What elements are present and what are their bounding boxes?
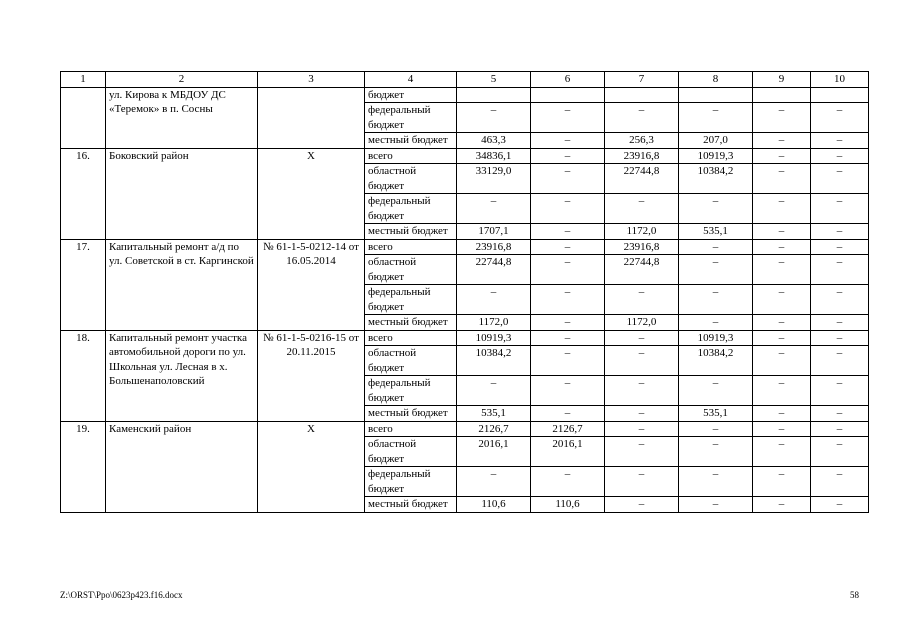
budget-type-cell: федеральный бюджет	[365, 103, 457, 133]
value-cell: –	[605, 421, 679, 437]
value-cell: –	[531, 224, 605, 240]
value-cell: 34836,1	[457, 148, 531, 164]
value-cell: –	[531, 467, 605, 497]
budget-type-cell: местный бюджет	[365, 406, 457, 422]
value-cell: –	[679, 437, 753, 467]
value-cell	[679, 87, 753, 103]
header-cell: 4	[365, 72, 457, 88]
document-ref-cell: Х	[258, 148, 365, 239]
value-cell: 256,3	[605, 133, 679, 149]
value-cell: –	[605, 330, 679, 346]
budget-type-cell: всего	[365, 421, 457, 437]
document-sheet	[60, 71, 868, 513]
value-cell: –	[753, 315, 811, 331]
value-cell	[457, 87, 531, 103]
value-cell: –	[753, 497, 811, 513]
value-cell: –	[753, 239, 811, 255]
value-cell: –	[679, 315, 753, 331]
value-cell: 10384,2	[457, 346, 531, 376]
value-cell: –	[457, 194, 531, 224]
value-cell: –	[679, 467, 753, 497]
value-cell: –	[753, 346, 811, 376]
value-cell: –	[811, 406, 869, 422]
value-cell: –	[679, 376, 753, 406]
value-cell: –	[605, 376, 679, 406]
value-cell: –	[811, 133, 869, 149]
value-cell: –	[811, 467, 869, 497]
header-cell: 10	[811, 72, 869, 88]
value-cell: –	[811, 330, 869, 346]
value-cell: –	[679, 103, 753, 133]
budget-table	[60, 71, 869, 513]
value-cell: 535,1	[457, 406, 531, 422]
value-cell: 110,6	[531, 497, 605, 513]
value-cell: 23916,8	[605, 239, 679, 255]
object-name-cell: Капитальный ремонт а/д по ул. Советской в ст. Каргинской	[106, 239, 258, 330]
value-cell: –	[811, 376, 869, 406]
budget-type-cell: всего	[365, 239, 457, 255]
value-cell: 2016,1	[457, 437, 531, 467]
row-number-cell: 18.	[61, 330, 106, 421]
page-number: 58	[850, 590, 859, 600]
header-cell: 1	[61, 72, 106, 88]
value-cell: 23916,8	[605, 148, 679, 164]
table-header-row	[61, 72, 869, 88]
budget-type-cell: всего	[365, 148, 457, 164]
value-cell: –	[457, 285, 531, 315]
value-cell: –	[753, 437, 811, 467]
value-cell: –	[679, 239, 753, 255]
value-cell: –	[531, 164, 605, 194]
value-cell: 535,1	[679, 406, 753, 422]
document-ref-cell: № 61-1-5-0216-15 от 20.11.2015	[258, 330, 365, 421]
budget-type-cell: областной бюджет	[365, 437, 457, 467]
value-cell: –	[811, 224, 869, 240]
value-cell: –	[811, 103, 869, 133]
value-cell: –	[679, 255, 753, 285]
value-cell: –	[811, 239, 869, 255]
header-cell: 5	[457, 72, 531, 88]
value-cell: –	[531, 194, 605, 224]
value-cell: –	[605, 406, 679, 422]
value-cell: 33129,0	[457, 164, 531, 194]
value-cell: –	[457, 467, 531, 497]
value-cell: –	[531, 148, 605, 164]
value-cell: 23916,8	[457, 239, 531, 255]
value-cell: –	[531, 376, 605, 406]
value-cell: –	[753, 133, 811, 149]
value-cell: –	[811, 346, 869, 376]
value-cell: –	[457, 376, 531, 406]
value-cell: 2016,1	[531, 437, 605, 467]
value-cell: –	[531, 285, 605, 315]
value-cell: –	[605, 346, 679, 376]
value-cell: –	[811, 315, 869, 331]
value-cell: 10384,2	[679, 346, 753, 376]
value-cell: 1172,0	[605, 315, 679, 331]
object-name-cell: Боковский район	[106, 148, 258, 239]
table-row	[61, 239, 869, 255]
value-cell: –	[753, 224, 811, 240]
budget-type-cell: федеральный бюджет	[365, 376, 457, 406]
table-body	[61, 87, 869, 512]
footer-file-path: Z:\ORST\Ppo\0623p423.f16.docx	[60, 590, 183, 600]
budget-type-cell: областной бюджет	[365, 255, 457, 285]
value-cell: –	[753, 148, 811, 164]
value-cell: –	[753, 406, 811, 422]
value-cell: –	[679, 285, 753, 315]
value-cell: –	[811, 421, 869, 437]
table-row	[61, 87, 869, 103]
value-cell: 110,6	[457, 497, 531, 513]
budget-type-cell: областной бюджет	[365, 164, 457, 194]
value-cell: –	[753, 164, 811, 194]
value-cell: 22744,8	[457, 255, 531, 285]
value-cell: –	[605, 285, 679, 315]
value-cell: –	[811, 164, 869, 194]
table-row	[61, 421, 869, 437]
value-cell: –	[811, 285, 869, 315]
value-cell: 463,3	[457, 133, 531, 149]
value-cell: 1707,1	[457, 224, 531, 240]
value-cell: –	[531, 346, 605, 376]
value-cell: 10919,3	[679, 148, 753, 164]
value-cell: –	[531, 255, 605, 285]
value-cell: –	[605, 103, 679, 133]
row-number-cell: 17.	[61, 239, 106, 330]
value-cell: 207,0	[679, 133, 753, 149]
value-cell: –	[531, 406, 605, 422]
budget-type-cell: федеральный бюджет	[365, 285, 457, 315]
document-ref-cell: № 61-1-5-0212-14 от 16.05.2014	[258, 239, 365, 330]
header-cell: 9	[753, 72, 811, 88]
value-cell: –	[531, 133, 605, 149]
value-cell: –	[753, 421, 811, 437]
budget-type-cell: всего	[365, 330, 457, 346]
value-cell: –	[457, 103, 531, 133]
value-cell: –	[605, 194, 679, 224]
budget-type-cell: бюджет	[365, 87, 457, 103]
value-cell: –	[811, 497, 869, 513]
value-cell: –	[605, 437, 679, 467]
value-cell: 535,1	[679, 224, 753, 240]
value-cell: –	[753, 194, 811, 224]
object-name-cell: Капитальный ремонт участка автомобильной дороги по ул. Школьная ул. Лесная в х. Большенаполовский	[106, 330, 258, 421]
header-cell: 7	[605, 72, 679, 88]
table-row	[61, 148, 869, 164]
value-cell: –	[605, 497, 679, 513]
value-cell: –	[605, 467, 679, 497]
value-cell: –	[753, 255, 811, 285]
value-cell: –	[753, 330, 811, 346]
object-name-cell: Каменский район	[106, 421, 258, 512]
value-cell: –	[811, 194, 869, 224]
value-cell: –	[811, 437, 869, 467]
value-cell: 1172,0	[457, 315, 531, 331]
value-cell: 22744,8	[605, 255, 679, 285]
value-cell: 2126,7	[531, 421, 605, 437]
value-cell: –	[753, 285, 811, 315]
header-cell: 6	[531, 72, 605, 88]
budget-type-cell: местный бюджет	[365, 497, 457, 513]
value-cell	[605, 87, 679, 103]
table-row	[61, 330, 869, 346]
value-cell: –	[811, 255, 869, 285]
value-cell: 2126,7	[457, 421, 531, 437]
budget-type-cell: местный бюджет	[365, 133, 457, 149]
value-cell	[531, 87, 605, 103]
header-cell: 8	[679, 72, 753, 88]
value-cell: –	[679, 194, 753, 224]
header-cell: 3	[258, 72, 365, 88]
object-name-cell: ул. Кирова к МБДОУ ДС «Теремок» в п. Сосны	[106, 87, 258, 148]
value-cell: –	[753, 103, 811, 133]
budget-type-cell: местный бюджет	[365, 224, 457, 240]
value-cell: –	[679, 421, 753, 437]
row-number-cell: 19.	[61, 421, 106, 512]
budget-type-cell: местный бюджет	[365, 315, 457, 331]
value-cell: 10919,3	[679, 330, 753, 346]
value-cell: –	[531, 103, 605, 133]
row-number-cell	[61, 87, 106, 148]
document-ref-cell	[258, 87, 365, 148]
value-cell: 10384,2	[679, 164, 753, 194]
row-number-cell: 16.	[61, 148, 106, 239]
value-cell	[753, 87, 811, 103]
header-cell: 2	[106, 72, 258, 88]
value-cell: –	[531, 330, 605, 346]
value-cell: –	[753, 467, 811, 497]
value-cell: 1172,0	[605, 224, 679, 240]
value-cell: –	[531, 315, 605, 331]
value-cell: –	[811, 148, 869, 164]
document-ref-cell: Х	[258, 421, 365, 512]
value-cell: 10919,3	[457, 330, 531, 346]
budget-type-cell: областной бюджет	[365, 346, 457, 376]
value-cell: –	[679, 497, 753, 513]
budget-type-cell: федеральный бюджет	[365, 467, 457, 497]
value-cell: 22744,8	[605, 164, 679, 194]
value-cell: –	[753, 376, 811, 406]
value-cell	[811, 87, 869, 103]
budget-type-cell: федеральный бюджет	[365, 194, 457, 224]
value-cell: –	[531, 239, 605, 255]
